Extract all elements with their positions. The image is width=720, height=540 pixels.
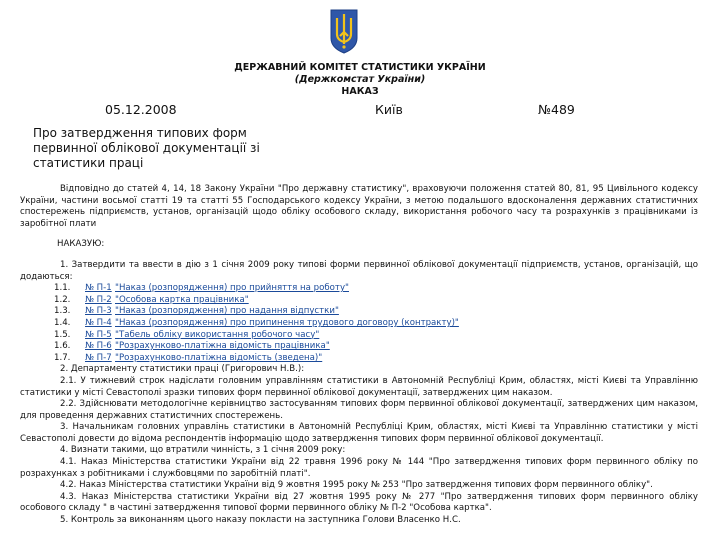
- list-item: [20, 283, 698, 295]
- paragraph-4-3: 4.3. Наказ Міністерства статистики України від 27 жовтня 1995 року № 277 "Про затвердження типових форм первинного обліку особового складу " в частині затвердження типової форми первинного обліку № П-2 "Особова картка".: [20, 491, 698, 514]
- item-number: 1.6.: [54, 341, 71, 352]
- order-date: 05.12.2008: [105, 102, 177, 117]
- paragraph-2-2: 2.2. Здійснювати методологічне керівництво застосуванням типових форм первинної облікової документації, затверджених цим наказом, для проведення державних статистичних спостережень.: [20, 399, 698, 421]
- paragraph-1: 1. Затвердити та ввести в дію з 1 січня 2009 року типові форми первинної облікової документації підприємств, установ, організацій, що додаються:: [20, 259, 698, 282]
- paragraph-4: 4. Визнати такими, що втратили чинність, з 1 січня 2009 року:: [60, 445, 346, 456]
- list-item: [20, 306, 698, 318]
- form-title-link[interactable]: "Розрахунково-платіжна відомість (зведена)": [115, 352, 323, 363]
- ministry-abbrev: (Держкомстат України): [294, 74, 426, 85]
- document-type: НАКАЗ: [341, 86, 379, 97]
- list-item: [20, 341, 698, 353]
- item-number: 1.3.: [54, 306, 71, 317]
- item-number: 1.7.: [54, 352, 71, 363]
- item-number: 1.2.: [54, 294, 71, 305]
- paragraph-4-1: 4.1. Наказ Міністерства статистики України від 22 травня 1996 року № 144 "Про затвердження типових форм первинного обліку по розрахунках з робітниками і службовцями по заробітній платі".: [20, 457, 698, 479]
- order-number: №489: [538, 102, 575, 117]
- form-code-link[interactable]: № П-4: [85, 317, 112, 328]
- form-code-link[interactable]: № П-6: [85, 341, 112, 352]
- item-number: 1.4.: [54, 317, 71, 328]
- item-number: 1.5.: [54, 329, 71, 340]
- form-code-link[interactable]: № П-3: [85, 306, 112, 317]
- paragraph-2: 2. Департаменту статистики праці (Григорович Н.В.):: [60, 364, 305, 375]
- intro-paragraph: Відповідно до статей 4, 14, 18 Закону України "Про державну статистику", враховуючи положення статей 80, 81, 95 Цивільного кодексу України, частини восьмої статті 19 та статті 55 Господарського кодексу України, з метою подальшого вдосконалення державних статистичних спостережень підприємств, установ, організацій щодо обліку особового складу, використання робочого часу та розрахунків з працівниками із заробітної плати: [20, 184, 698, 229]
- coat-of-arms-icon: [329, 8, 359, 54]
- form-code-link[interactable]: № П-5: [85, 329, 112, 340]
- list-item: [20, 318, 698, 330]
- form-code-link[interactable]: № П-1: [85, 283, 112, 294]
- paragraph-2-1: 2.1. У тижневий строк надіслати головним управлінням статистики в Автономній Республіці Крим, областях, містi Києві та Управлінню статистики у місті Севастополі зразки типових форм первинної облікової документації, затверджених цим наказом.: [20, 375, 698, 398]
- paragraph-3: 3. Начальникам головних управлінь статистики в Автономній Республіці Крим, областях, містi Києві та Управлінню статистики у місті Севастополі довести до відома респондентів інформацію щодо затвердження типових форм первинної облікової документації.: [20, 422, 698, 444]
- form-title-link[interactable]: "Наказ (розпорядження) про прийняття на роботу": [115, 283, 349, 294]
- list-item: [20, 295, 698, 307]
- order-keyword: НАКАЗУЮ:: [57, 239, 105, 250]
- form-title-link[interactable]: "Табель обліку використання робочого часу": [115, 329, 320, 340]
- list-item: [20, 353, 698, 365]
- ministry-title: ДЕРЖАВНИЙ КОМІТЕТ СТАТИСТИКИ УКРАЇНИ: [234, 62, 486, 73]
- paragraph-4-2: 4.2. Наказ Міністерства статистики України від 9 жовтня 1995 року № 253 "Про затвердження типових форм первинного обліку".: [60, 480, 653, 491]
- order-body: [20, 184, 698, 527]
- form-title-link[interactable]: "Особова картка працівника": [115, 294, 249, 305]
- order-subject: Про затвердження типових форм первинної облікової документації зі статистики праці: [33, 126, 260, 170]
- item-number: 1.1.: [54, 283, 71, 294]
- form-code-link[interactable]: № П-7: [85, 352, 112, 363]
- form-title-link[interactable]: "Розрахунково-платіжна відомість працівника": [115, 341, 330, 352]
- list-item: [20, 330, 698, 342]
- form-title-link[interactable]: "Наказ (розпорядження) про припинення трудового договору (контракту)": [115, 317, 459, 328]
- form-title-link[interactable]: "Наказ (розпорядження) про надання відпустки": [115, 306, 339, 317]
- form-code-link[interactable]: № П-2: [85, 294, 112, 305]
- paragraph-5: 5. Контроль за виконанням цього наказу покласти на заступника Голови Власенко Н.С.: [60, 515, 461, 526]
- order-city: Київ: [375, 102, 403, 117]
